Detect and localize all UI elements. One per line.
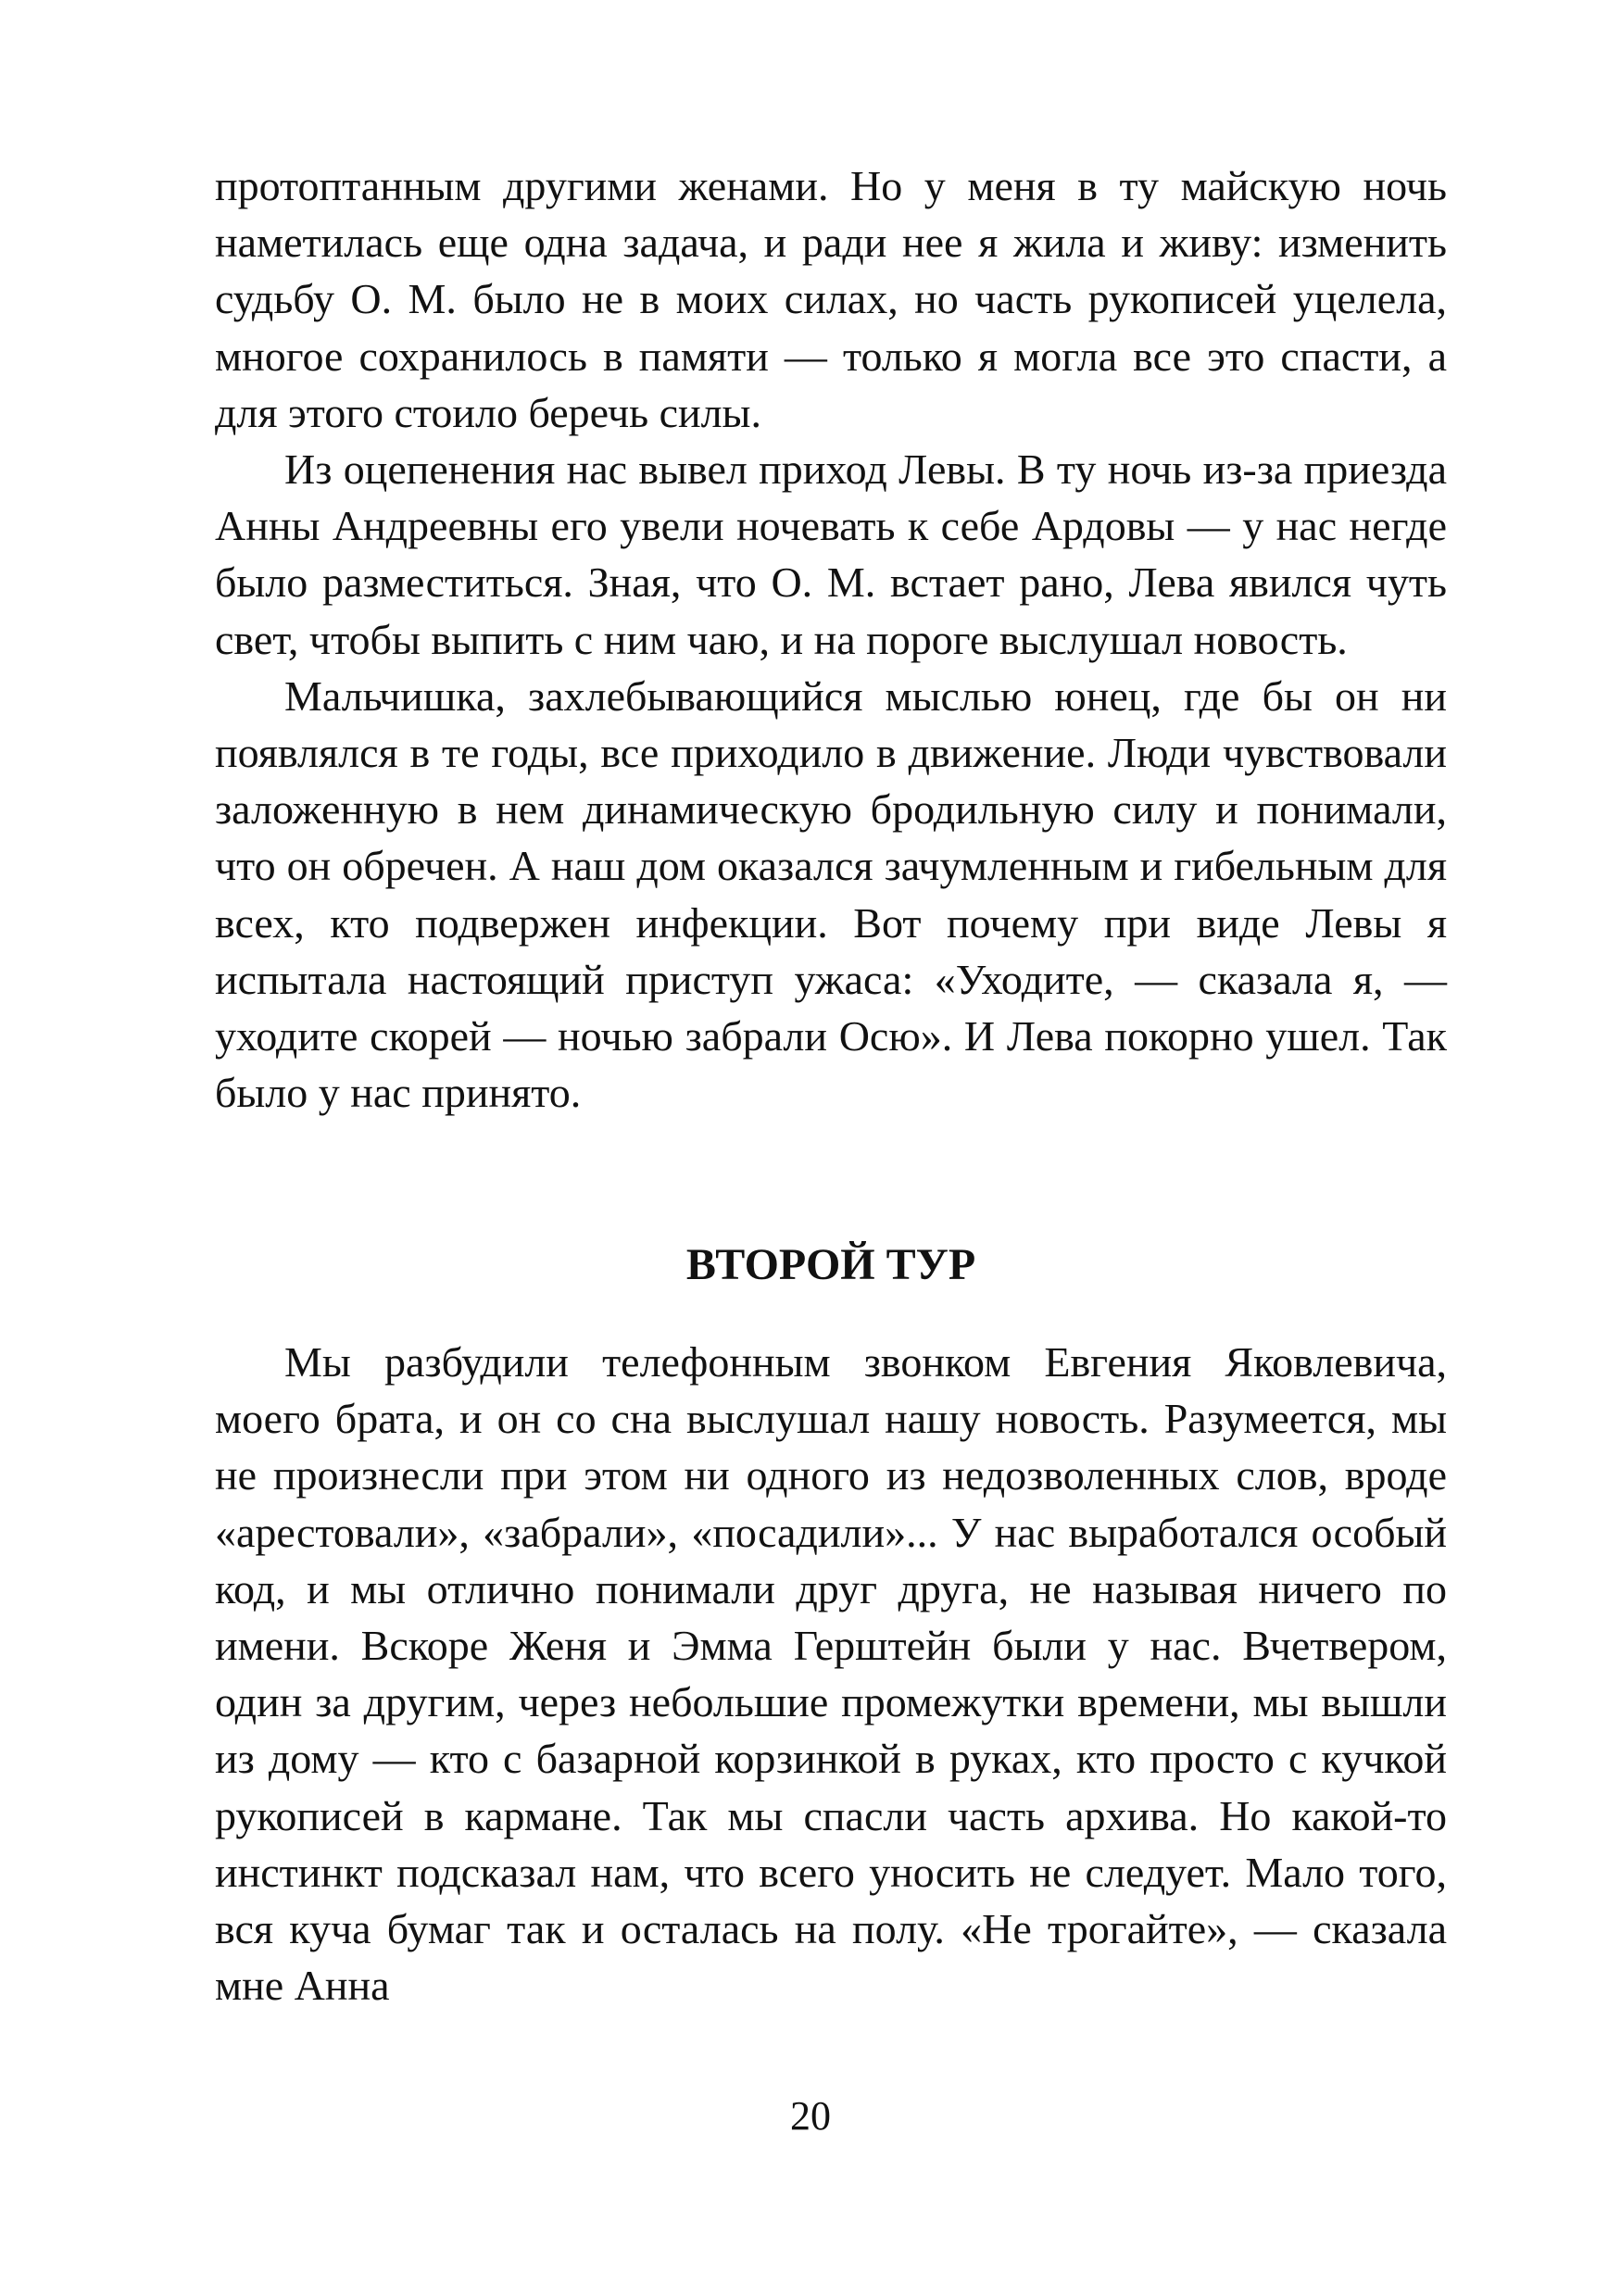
paragraph-leva-arrival: Из оцепенения нас вывел приход Левы. В ту ночь из-за приезда Анны Андреевны его увели ночевать к себе Ардовы — у нас негде было разместиться. Зная, что О. М. встает рано, Лева явился чуть свет, чтобы выпить с ним чаю, и на пороге выслушал новость. [215, 445, 1447, 663]
section-heading: ВТОРОЙ ТУР [685, 1240, 976, 1289]
page-number: 20 [790, 2093, 831, 2139]
body-text-bottom [215, 1334, 1447, 2014]
paragraph-leva-description: Мальчишка, захлебывающийся мыслью юнец, где бы он ни появлялся в те годы, все приходило в движение. Люди чувствовали заложенную в нем динамическую бродильную силу и понимали, что он обречен. А наш дом оказался зачумленным и гибельным для всех, кто подвержен инфекции. Вот почему при виде Левы я испытала настоящий приступ ужаса: «Уходите, — сказала я, — уходите скорей — ночью забрали Осю». И Лева покорно ушел. Так было у нас принято. [215, 671, 1447, 1117]
paragraph-continuation: протоптанным другими женами. Но у меня в ту майскую ночь наметилась еще одна задача, и ради нее я жила и живу: изменить судьбу О. М. было не в моих силах, но часть рукописей уцелела, многое сохранилось в памяти — только я могла все это спасти, а для этого стоило беречь силы. [215, 162, 1447, 436]
body-text-top [215, 157, 1447, 1121]
paragraph-second-round: Мы разбудили телефонным звонком Евгения Яковлевича, моего брата, и он со сна выслушал нашу новость. Разумеется, мы не произнесли при этом ни одного из недозволенных слов, вроде «арестовали», «забрали», «посадили»... У нас выработался особый код, и мы отлично понимали друг друга, не называя ничего по имени. Вскоре Женя и Эмма Герштейн были у нас. Вчетвером, один за другим, через небольшие промежутки времени, мы вышли из дому — кто с базарной корзинкой в руках, кто просто с кучкой рукописей в кармане. Так мы спасли часть архива. Но какой-то инстинкт подсказал нам, что всего уносить не следует. Мало того, вся куча бумаг так и осталась на полу. «Не трогайте», — сказала мне Анна [215, 1338, 1447, 2010]
